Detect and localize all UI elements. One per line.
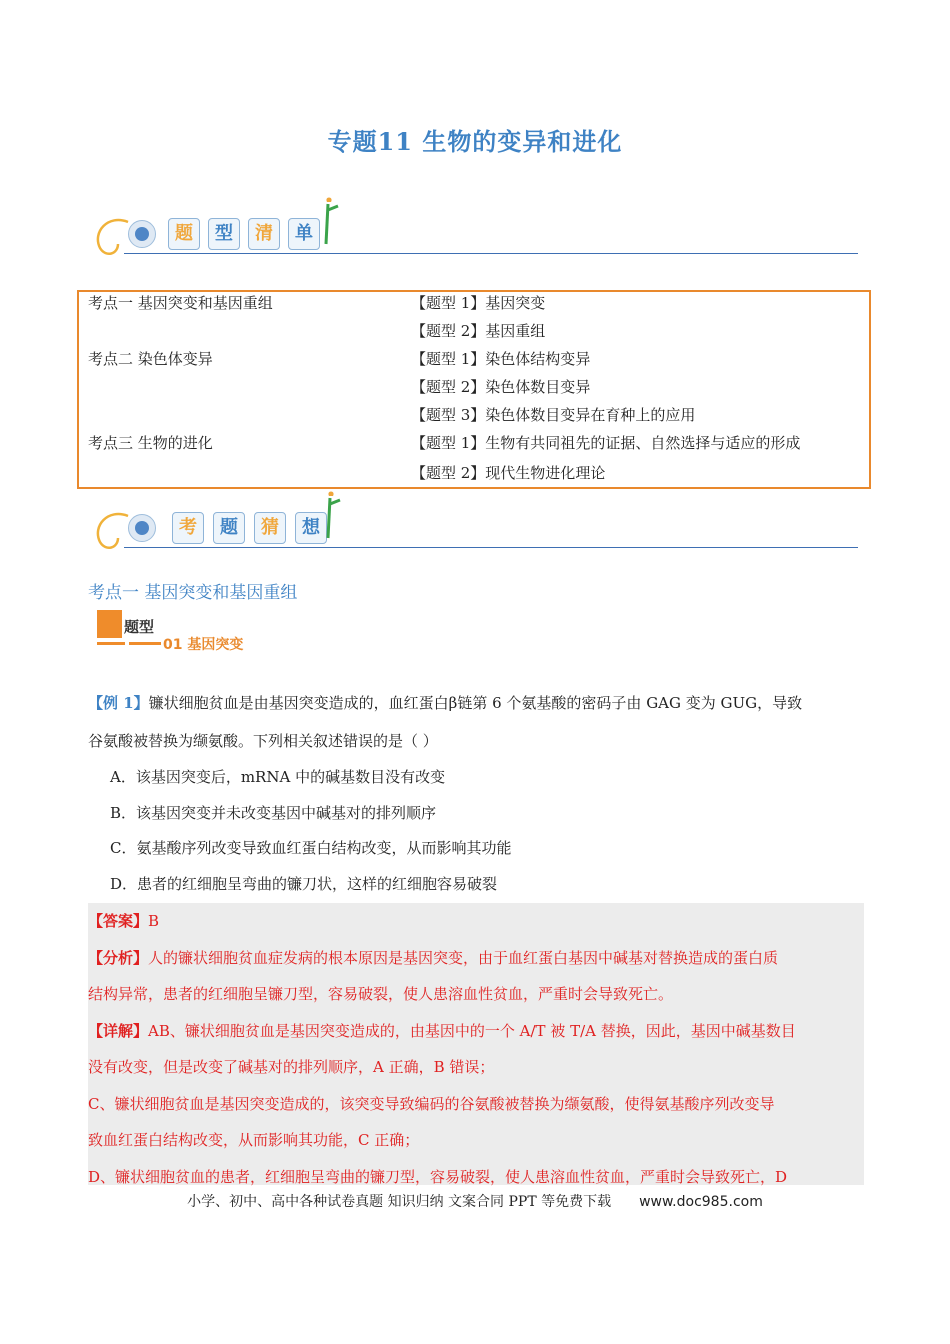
- answer-value: B: [148, 912, 160, 930]
- question-type-label: [97, 610, 297, 653]
- topic-point: 考点三 生物的进化: [88, 434, 213, 452]
- banner-char: 猜: [254, 512, 286, 544]
- sprout-icon: [316, 490, 342, 540]
- question-type: 【题型 3】染色体数目变异在育种上的应用: [411, 406, 696, 424]
- banner-char: 单: [288, 218, 320, 250]
- banner-char: 型: [208, 218, 240, 250]
- question-type: 【题型 1】生物有共同祖先的证据、自然选择与适应的形成: [411, 434, 801, 452]
- banner-char: 考: [172, 512, 204, 544]
- table-row: [79, 459, 869, 487]
- example-question-line: [88, 685, 868, 721]
- detail-text: 没有改变，但是改变了碱基对的排列顺序，A 正确，B 错误；: [88, 1058, 495, 1076]
- banner-char: 题: [168, 218, 200, 250]
- topic-table: [77, 290, 871, 489]
- blue-dot-icon: [128, 220, 156, 248]
- table-row: [79, 345, 869, 373]
- banner-char: 清: [248, 218, 280, 250]
- sprout-icon: [314, 196, 340, 246]
- table-row: [79, 317, 869, 345]
- option-d: D．患者的红细胞呈弯曲的镰刀状，这样的红细胞容易破裂: [110, 875, 498, 893]
- question-type: 【题型 1】基因突变: [411, 294, 546, 312]
- table-row: [79, 373, 869, 401]
- example-tag: 【例 1】: [88, 694, 149, 712]
- banner-exam-prediction: [88, 490, 858, 562]
- option-c: C．氨基酸序列改变导致血红蛋白结构改变，从而影响其功能: [110, 839, 512, 857]
- banner-question-list: [88, 196, 858, 268]
- example-text: 镰状细胞贫血是由基因突变造成的，血红蛋白β链第 6 个氨基酸的密码子由 GAG 变为 GUG，导致: [148, 694, 803, 712]
- detail-text: AB、镰状细胞贫血是基因突变造成的，由基因中的一个 A/T 被 T/A 替换，因此，基因中碱基数目: [148, 1021, 796, 1040]
- option-a: A．该基因突变后，mRNA 中的碱基数目没有改变: [110, 768, 446, 786]
- answer-tag: 【答案】: [88, 912, 149, 930]
- detail-tag: 【详解】: [88, 1021, 149, 1040]
- example-question-line: 谷氨酸被替换为缬氨酸。下列相关叙述错误的是（ ）: [88, 732, 438, 750]
- question-type: 【题型 1】染色体结构变异: [411, 350, 591, 368]
- question-type: 【题型 2】基因重组: [411, 322, 546, 340]
- table-row: [79, 401, 869, 429]
- banner-char: 想: [295, 512, 327, 544]
- detail-text: C、镰状细胞贫血是基因突变造成的，该突变导致编码的谷氨酸被替换为缬氨酸，使得氨基酸序列改变导: [88, 1094, 775, 1113]
- qtype-sub: 01 基因突变: [163, 637, 244, 653]
- answer-block: [88, 903, 864, 1185]
- page-footer: [0, 1191, 950, 1211]
- qtype-label: 题型: [124, 618, 155, 636]
- topic-point: 考点一 基因突变和基因重组: [88, 294, 273, 312]
- analysis-text: 人的镰状细胞贫血症发病的根本原因是基因突变，由于血红蛋白基因中碱基对替换造成的蛋白质: [148, 948, 779, 967]
- table-row: [79, 289, 869, 317]
- footer-url[interactable]: www.doc985.com: [639, 1194, 763, 1210]
- analysis-text: 结构异常，患者的红细胞呈镰刀型，容易破裂，使人患溶血性贫血，严重时会导致死亡。: [88, 985, 674, 1003]
- detail-text: D、镰状细胞贫血的患者，红细胞呈弯曲的镰刀型，容易破裂，使人患溶血性贫血，严重时会导致死亡，D: [88, 1167, 788, 1186]
- page-title: 专题11 生物的变异和进化: [327, 127, 623, 156]
- option-b: B．该基因突变并未改变基因中碱基对的排列顺序: [110, 804, 437, 822]
- question-type: 【题型 2】现代生物进化理论: [411, 464, 606, 482]
- detail-text: 致血红蛋白结构改变，从而影响其功能，C 正确；: [88, 1131, 420, 1149]
- topic-point: 考点二 染色体变异: [88, 350, 213, 368]
- blue-dot-icon: [128, 514, 156, 542]
- analysis-tag: 【分析】: [88, 948, 149, 967]
- question-type: 【题型 2】染色体数目变异: [411, 378, 591, 396]
- footer-text: 小学、初中、高中各种试卷真题 知识归纳 文案合同 PPT 等免费下载: [187, 1194, 612, 1210]
- section-heading: 考点一 基因突变和基因重组: [88, 583, 298, 603]
- banner-char: 题: [213, 512, 245, 544]
- table-row: [79, 429, 869, 457]
